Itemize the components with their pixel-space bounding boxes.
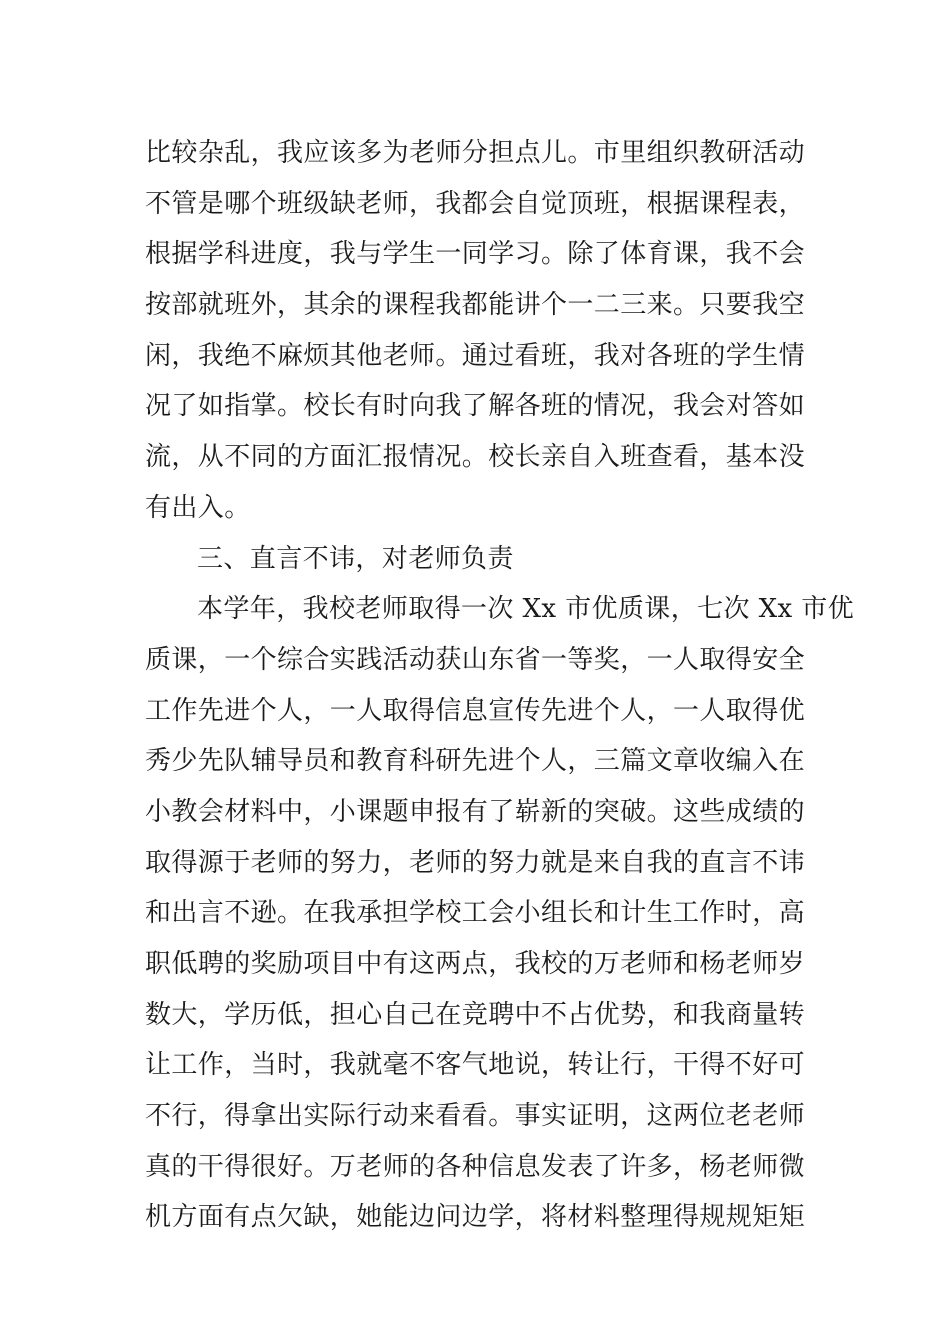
text-line: 闲，我绝不麻烦其他老师。通过看班，我对各班的学生情: [145, 340, 806, 371]
text-line: 况了如指掌。校长有时向我了解各班的情况，我会对答如: [145, 391, 806, 422]
text-line: 职低聘的奖励项目中有这两点，我校的万老师和杨老师岁: [145, 949, 806, 979]
text-line: 小教会材料中，小课题申报有了崭新的突破。这些成绩的: [145, 796, 806, 827]
text-line: 根据学科进度，我与学生一同学习。除了体育课，我不会: [145, 239, 806, 270]
text-line: 有出入。: [145, 492, 251, 523]
text-line: 和出言不逊。在我承担学校工会小组长和计生工作时，高: [145, 898, 806, 929]
text-line: 数大，学历低，担心自己在竞聘中不占优势，和我商量转: [145, 999, 806, 1030]
text-line: 质课，一个综合实践活动获山东省一等奖，一人取得安全: [145, 644, 806, 675]
text-line: 秀少先队辅导员和教育科研先进个人，三篇文章收编入在: [145, 746, 806, 777]
text-line: 流，从不同的方面汇报情况。校长亲自入班查看，基本没: [145, 442, 806, 473]
text-line: 机方面有点欠缺，她能边问边学，将材料整理得规规矩矩: [145, 1202, 806, 1233]
paragraph-first-line: 本学年，我校老师取得一次 Xx 市优质课，七次 Xx 市优: [197, 594, 855, 625]
text-line: 工作先进个人，一人取得信息宣传先进个人，一人取得优: [145, 695, 806, 726]
section-heading: 三、直言不讳，对老师负责: [197, 543, 514, 574]
body-text: [145, 128, 855, 1243]
text-line: 让工作，当时，我就毫不客气地说，转让行，干得不好可: [145, 1050, 806, 1081]
text-line: 按部就班外，其余的课程我都能讲个一二三来。只要我空: [145, 290, 806, 321]
text-line: 真的干得很好。万老师的各种信息发表了许多，杨老师微: [145, 1151, 806, 1182]
text-line: 取得源于老师的努力，老师的努力就是来自我的直言不讳: [145, 847, 806, 878]
text-line: 比较杂乱，我应该多为老师分担点儿。市里组织教研活动: [145, 138, 806, 168]
text-line: 不行，得拿出实际行动来看看。事实证明，这两位老老师: [145, 1101, 806, 1132]
text-line: 不管是哪个班级缺老师，我都会自觉顶班，根据课程表，: [145, 188, 806, 219]
